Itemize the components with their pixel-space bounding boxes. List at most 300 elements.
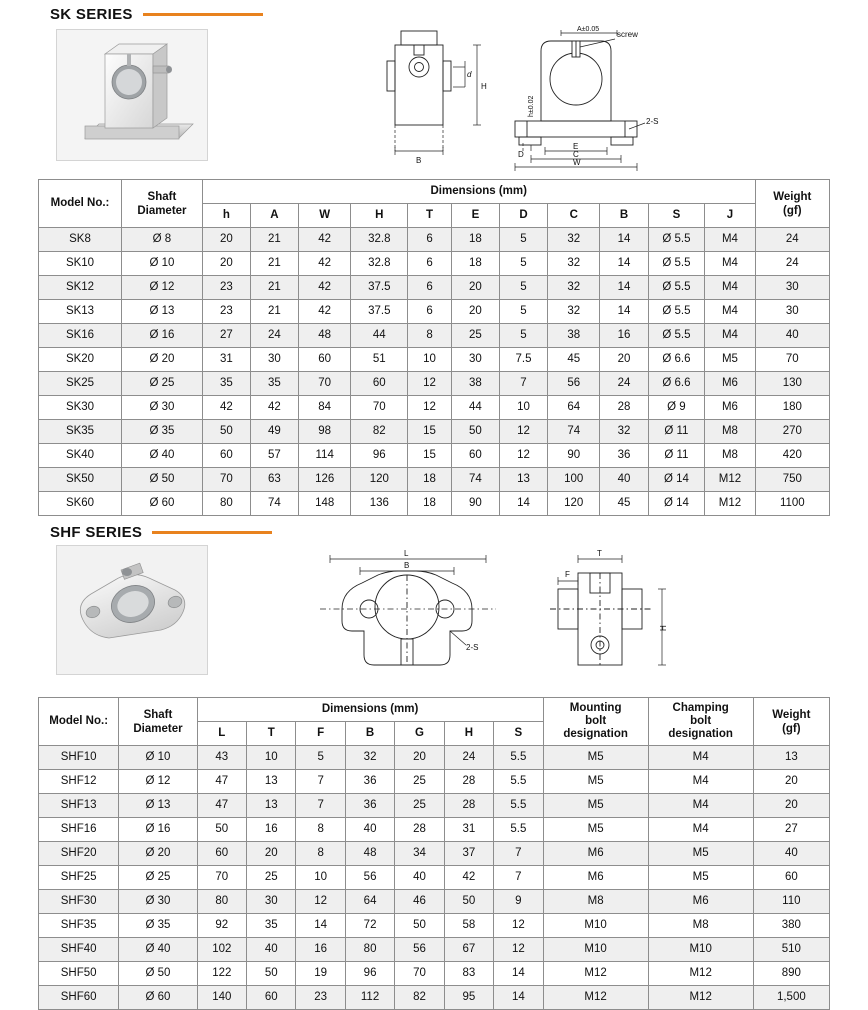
cell-dim: 7: [296, 794, 345, 818]
table-row: [39, 348, 830, 372]
cell-shaft: Ø 16: [119, 818, 197, 842]
cell-dim: 7: [494, 842, 543, 866]
th-shaft-shf-line1: Shaft: [143, 708, 173, 721]
cell-shaft: Ø 20: [119, 842, 197, 866]
table-row: [39, 468, 830, 492]
cell-dim: 114: [298, 444, 350, 468]
cell-weight: 30: [755, 276, 829, 300]
section-rule-shf: [152, 531, 272, 534]
cell-shaft: Ø 60: [119, 986, 197, 1010]
table-row: [39, 252, 830, 276]
cell-dim: 8: [296, 818, 345, 842]
cell-dim: 24: [250, 324, 298, 348]
cell-dim: 8: [408, 324, 452, 348]
cell-dim: 48: [298, 324, 350, 348]
cell-dim: 23: [202, 276, 250, 300]
cell-dim: 13: [247, 794, 296, 818]
section-title-shf: SHF SERIES: [50, 524, 143, 541]
product-photo-shf: [56, 545, 208, 675]
th-dim-T: T: [408, 204, 452, 228]
cell-dim: Ø 14: [648, 492, 705, 516]
cell-dim: 136: [351, 492, 408, 516]
th-dim-W: W: [298, 204, 350, 228]
cell-dim: 6: [408, 276, 452, 300]
cell-mount: M6: [543, 842, 648, 866]
th-shaft-sk: [122, 180, 203, 228]
cell-dim: 42: [298, 276, 350, 300]
cell-shaft: Ø 10: [122, 252, 203, 276]
cell-dim: 90: [548, 444, 600, 468]
cell-dim: 42: [298, 252, 350, 276]
cell-weight: 40: [753, 842, 829, 866]
cell-dim: 56: [548, 372, 600, 396]
th-weight-sk: [755, 180, 829, 228]
cell-mount: M5: [543, 746, 648, 770]
cell-shaft: Ø 25: [122, 372, 203, 396]
cell-weight: 890: [753, 962, 829, 986]
cell-mount: M6: [543, 866, 648, 890]
cell-dim: 51: [351, 348, 408, 372]
cell-dim: 23: [296, 986, 345, 1010]
th-weight-shf-line1: Weight: [772, 708, 811, 721]
th-weight-shf: [753, 698, 829, 746]
cell-dim: 18: [408, 492, 452, 516]
th-dim-B: B: [600, 204, 648, 228]
cell-champ: M12: [648, 986, 753, 1010]
illustrations-shf: [18, 541, 850, 693]
cell-dim: Ø 5.5: [648, 276, 705, 300]
cell-dim: Ø 9: [648, 396, 705, 420]
cell-dim: 46: [395, 890, 444, 914]
cell-dim: 50: [444, 890, 493, 914]
cell-weight: 1,500: [753, 986, 829, 1010]
cell-dim: 49: [250, 420, 298, 444]
cell-dim: 23: [202, 300, 250, 324]
cell-dim: 80: [202, 492, 250, 516]
cell-dim: 24: [600, 372, 648, 396]
th-dim-A: A: [250, 204, 298, 228]
cell-dim: 32.8: [351, 252, 408, 276]
table-row: [39, 444, 830, 468]
th-dim-H: H: [351, 204, 408, 228]
table-body-shf: [39, 746, 830, 1010]
drawing-shf-side-view: [528, 545, 688, 695]
th-dim-B: B: [345, 722, 394, 746]
cell-dim: 7.5: [499, 348, 547, 372]
cell-dim: 21: [250, 252, 298, 276]
cell-dim: 32: [345, 746, 394, 770]
cell-dim: 56: [345, 866, 394, 890]
cell-dim: 36: [600, 444, 648, 468]
cell-champ: M6: [648, 890, 753, 914]
th-dim-H: H: [444, 722, 493, 746]
cell-dim: 80: [345, 938, 394, 962]
cell-dim: 5: [499, 252, 547, 276]
th-shaft-sk-line1: Shaft: [147, 190, 177, 203]
cell-champ: M10: [648, 938, 753, 962]
cell-dim: 32: [548, 300, 600, 324]
cell-dim: 60: [451, 444, 499, 468]
cell-dim: 35: [250, 372, 298, 396]
cell-dim: Ø 5.5: [648, 228, 705, 252]
cell-dim: 70: [197, 866, 246, 890]
th-mounting-bolt: [543, 698, 648, 746]
cell-dim: 20: [202, 228, 250, 252]
cell-dim: 63: [250, 468, 298, 492]
th-mounting-line3: designation: [563, 728, 628, 740]
th-model-shf: Model No.:: [39, 698, 119, 746]
cell-weight: 180: [755, 396, 829, 420]
cell-dim: 12: [296, 890, 345, 914]
cell-dim: 6: [408, 300, 452, 324]
cell-dim: 13: [499, 468, 547, 492]
cell-dim: 30: [250, 348, 298, 372]
label-C: C: [573, 150, 579, 159]
cell-dim: 70: [395, 962, 444, 986]
cell-model: SHF50: [39, 962, 119, 986]
cell-dim: 18: [408, 468, 452, 492]
cell-model: SHF40: [39, 938, 119, 962]
cell-shaft: Ø 30: [122, 396, 203, 420]
th-dim-T: T: [247, 722, 296, 746]
cell-dim: 5: [499, 300, 547, 324]
cell-weight: 24: [755, 228, 829, 252]
cell-champ: M5: [648, 866, 753, 890]
cell-model: SK30: [39, 396, 122, 420]
cell-dim: 34: [395, 842, 444, 866]
th-dim-h: h: [202, 204, 250, 228]
th-dim-D: D: [499, 204, 547, 228]
cell-mount: M5: [543, 794, 648, 818]
cell-weight: 20: [753, 770, 829, 794]
cell-dim: 12: [408, 372, 452, 396]
cell-dim: Ø 5.5: [648, 252, 705, 276]
cell-dim: 112: [345, 986, 394, 1010]
cell-dim: 10: [296, 866, 345, 890]
cell-model: SHF60: [39, 986, 119, 1010]
cell-dim: 13: [247, 770, 296, 794]
cell-champ: M4: [648, 746, 753, 770]
cell-dim: 38: [451, 372, 499, 396]
cell-dim: 60: [202, 444, 250, 468]
cell-shaft: Ø 50: [119, 962, 197, 986]
cell-dim: 84: [298, 396, 350, 420]
cell-dim: 28: [444, 794, 493, 818]
cell-dim: 50: [247, 962, 296, 986]
label-screw: screw: [617, 30, 638, 39]
cell-dim: 47: [197, 794, 246, 818]
cell-dim: 25: [395, 770, 444, 794]
cell-mount: M10: [543, 938, 648, 962]
cell-weight: 130: [755, 372, 829, 396]
th-dim-E: E: [451, 204, 499, 228]
cell-dim: 70: [298, 372, 350, 396]
cell-weight: 1100: [755, 492, 829, 516]
th-dim-J: J: [705, 204, 755, 228]
cell-dim: 42: [444, 866, 493, 890]
th-champing-line1: Champing: [672, 702, 729, 714]
cell-weight: 510: [753, 938, 829, 962]
th-champing-line3: designation: [668, 728, 733, 740]
cell-dim: 10: [408, 348, 452, 372]
table-row: [39, 842, 830, 866]
cell-dim: 25: [247, 866, 296, 890]
cell-dim: 10: [247, 746, 296, 770]
cell-dim: 42: [250, 396, 298, 420]
cell-dim: 5.5: [494, 794, 543, 818]
cell-dim: 126: [298, 468, 350, 492]
product-photo-sk: [56, 29, 208, 161]
cell-champ: M8: [648, 914, 753, 938]
cell-dim: 15: [408, 420, 452, 444]
cell-weight: 70: [755, 348, 829, 372]
th-dim-C: C: [548, 204, 600, 228]
table-row: [39, 492, 830, 516]
cell-dim: Ø 5.5: [648, 324, 705, 348]
cell-shaft: Ø 40: [119, 938, 197, 962]
cell-shaft: Ø 35: [122, 420, 203, 444]
cell-weight: 110: [753, 890, 829, 914]
cell-model: SK12: [39, 276, 122, 300]
section-rule-sk: [143, 13, 263, 16]
cell-dim: 15: [408, 444, 452, 468]
label-h-tolerance: h±0.02: [528, 95, 535, 117]
cell-shaft: Ø 8: [122, 228, 203, 252]
cell-dim: 32: [548, 276, 600, 300]
cell-model: SK10: [39, 252, 122, 276]
cell-model: SHF12: [39, 770, 119, 794]
cell-dim: 6: [408, 252, 452, 276]
cell-dim: 14: [600, 300, 648, 324]
cell-weight: 40: [755, 324, 829, 348]
th-champing-bolt: [648, 698, 753, 746]
cell-dim: Ø 11: [648, 444, 705, 468]
cell-dim: 12: [494, 914, 543, 938]
label-H: H: [481, 82, 487, 91]
cell-dim: 120: [548, 492, 600, 516]
cell-dim: 45: [600, 492, 648, 516]
cell-dim: Ø 11: [648, 420, 705, 444]
label-L-shf: L: [404, 549, 409, 558]
table-row: [39, 890, 830, 914]
cell-dim: 122: [197, 962, 246, 986]
cell-dim: 100: [548, 468, 600, 492]
cell-dim: 5: [499, 324, 547, 348]
cell-weight: 60: [753, 866, 829, 890]
cell-shaft: Ø 40: [122, 444, 203, 468]
th-dim-F: F: [296, 722, 345, 746]
cell-dim: 14: [494, 962, 543, 986]
cell-dim: 35: [247, 914, 296, 938]
cell-dim: 40: [345, 818, 394, 842]
cell-dim: 148: [298, 492, 350, 516]
table-row: [39, 300, 830, 324]
cell-dim: 18: [451, 252, 499, 276]
cell-dim: 5: [499, 276, 547, 300]
cell-weight: 380: [753, 914, 829, 938]
label-a-tolerance: A±0.05: [577, 26, 600, 33]
cell-dim: 25: [395, 794, 444, 818]
cell-champ: M5: [648, 842, 753, 866]
cell-dim: 5.5: [494, 818, 543, 842]
cell-dim: 20: [395, 746, 444, 770]
table-row: [39, 324, 830, 348]
cell-dim: 21: [250, 300, 298, 324]
table-wrapper-shf: [18, 697, 850, 1010]
cell-dim: 20: [451, 300, 499, 324]
table-head-shf: [39, 698, 830, 746]
cell-dim: 83: [444, 962, 493, 986]
table-row: [39, 986, 830, 1010]
table-body-sk: [39, 228, 830, 516]
cell-model: SK13: [39, 300, 122, 324]
cell-dim: M12: [705, 468, 755, 492]
th-mounting-line1: Mounting: [569, 702, 622, 714]
cell-weight: 27: [753, 818, 829, 842]
cell-dim: 120: [351, 468, 408, 492]
cell-dim: Ø 6.6: [648, 348, 705, 372]
cell-dim: 28: [444, 770, 493, 794]
label-D: D: [518, 150, 524, 159]
cell-dim: 96: [351, 444, 408, 468]
cell-model: SK25: [39, 372, 122, 396]
table-wrapper-sk: [18, 179, 850, 516]
cell-dim: 82: [395, 986, 444, 1010]
cell-shaft: Ø 12: [122, 276, 203, 300]
cell-model: SK8: [39, 228, 122, 252]
table-row: [39, 938, 830, 962]
cell-dim: M4: [705, 276, 755, 300]
cell-dim: 9: [494, 890, 543, 914]
cell-model: SHF13: [39, 794, 119, 818]
cell-dim: 74: [250, 492, 298, 516]
table-row: [39, 746, 830, 770]
label-W: W: [573, 158, 581, 167]
cell-dim: 50: [395, 914, 444, 938]
cell-dim: 82: [351, 420, 408, 444]
cell-dim: 42: [298, 300, 350, 324]
cell-shaft: Ø 30: [119, 890, 197, 914]
cell-dim: M6: [705, 396, 755, 420]
th-mounting-line2: bolt: [585, 715, 607, 727]
cell-dim: 5.5: [494, 746, 543, 770]
cell-dim: 14: [296, 914, 345, 938]
cell-dim: 25: [451, 324, 499, 348]
cell-dim: 21: [250, 228, 298, 252]
cell-weight: 420: [755, 444, 829, 468]
table-row: [39, 396, 830, 420]
cell-shaft: Ø 12: [119, 770, 197, 794]
cell-dim: 12: [499, 444, 547, 468]
cell-dim: 30: [247, 890, 296, 914]
drawing-shf-front-view: [300, 545, 510, 695]
th-shaft-shf-line2: Diameter: [133, 722, 183, 735]
cell-dim: M5: [705, 348, 755, 372]
cell-mount: M10: [543, 914, 648, 938]
cell-dim: 50: [451, 420, 499, 444]
illustrations-sk: [18, 23, 850, 173]
cell-model: SK20: [39, 348, 122, 372]
cell-dim: 60: [298, 348, 350, 372]
cell-dim: 42: [298, 228, 350, 252]
cell-dim: 32.8: [351, 228, 408, 252]
cell-dim: 37.5: [351, 276, 408, 300]
th-dim-S: S: [648, 204, 705, 228]
cell-dim: 80: [197, 890, 246, 914]
label-d: d: [467, 70, 472, 79]
cell-model: SHF25: [39, 866, 119, 890]
th-weight-sk-line2: (gf): [783, 204, 802, 217]
cell-dim: 20: [600, 348, 648, 372]
cell-dim: 40: [247, 938, 296, 962]
cell-dim: 44: [451, 396, 499, 420]
cell-weight: 13: [753, 746, 829, 770]
cell-shaft: Ø 16: [122, 324, 203, 348]
cell-dim: 58: [444, 914, 493, 938]
th-dim-L: L: [197, 722, 246, 746]
th-dim-G: G: [395, 722, 444, 746]
cell-dim: 14: [600, 228, 648, 252]
cell-mount: M5: [543, 770, 648, 794]
cell-dim: 28: [395, 818, 444, 842]
cell-model: SK35: [39, 420, 122, 444]
th-weight-sk-line1: Weight: [773, 190, 812, 203]
cell-dim: 67: [444, 938, 493, 962]
cell-dim: 7: [494, 866, 543, 890]
cell-dim: 72: [345, 914, 394, 938]
cell-dim: 30: [451, 348, 499, 372]
label-E: E: [573, 142, 579, 151]
cell-dim: 90: [451, 492, 499, 516]
cell-shaft: Ø 13: [122, 300, 203, 324]
cell-dim: 40: [395, 866, 444, 890]
cell-dim: 14: [600, 276, 648, 300]
cell-shaft: Ø 13: [119, 794, 197, 818]
cell-dim: 5.5: [494, 770, 543, 794]
table-row: [39, 770, 830, 794]
label-H-shf: H: [659, 625, 668, 631]
cell-model: SHF35: [39, 914, 119, 938]
th-weight-shf-line2: (gf): [782, 722, 801, 735]
cell-champ: M4: [648, 794, 753, 818]
cell-dim: 92: [197, 914, 246, 938]
cell-dim: 20: [247, 842, 296, 866]
cell-dim: 27: [202, 324, 250, 348]
cell-dim: 57: [250, 444, 298, 468]
cell-dim: Ø 5.5: [648, 300, 705, 324]
table-row: [39, 228, 830, 252]
cell-champ: M12: [648, 962, 753, 986]
cell-weight: 24: [755, 252, 829, 276]
cell-dim: 70: [202, 468, 250, 492]
cell-model: SHF20: [39, 842, 119, 866]
cell-mount: M12: [543, 962, 648, 986]
cell-dim: Ø 14: [648, 468, 705, 492]
cell-dim: 18: [451, 228, 499, 252]
cell-dim: 28: [600, 396, 648, 420]
label-T-shf: T: [597, 549, 602, 558]
cell-dim: M4: [705, 228, 755, 252]
th-dimensions-shf: Dimensions (mm): [197, 698, 543, 722]
th-dimensions-sk: Dimensions (mm): [202, 180, 755, 204]
drawing-sk-front-view: [505, 25, 675, 175]
cell-dim: 14: [499, 492, 547, 516]
cell-dim: M4: [705, 252, 755, 276]
drawing-sk-top-view: [373, 27, 493, 167]
cell-weight: 30: [755, 300, 829, 324]
cell-dim: 36: [345, 794, 394, 818]
cell-dim: 40: [600, 468, 648, 492]
